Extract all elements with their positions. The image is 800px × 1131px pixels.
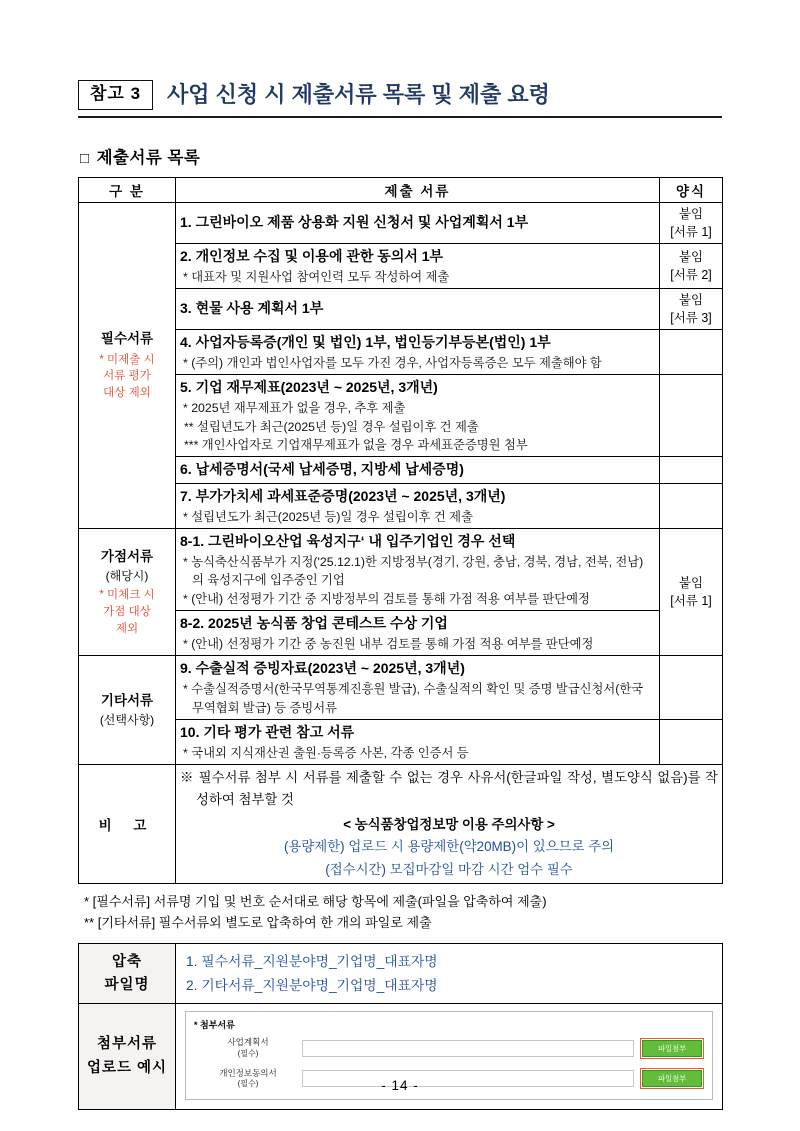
table-row <box>79 243 723 288</box>
table-row <box>79 484 723 529</box>
attach-file-button[interactable]: 파일첨부 <box>642 1040 702 1057</box>
upload-file-input[interactable] <box>302 1040 634 1057</box>
remark-line-1: ※ 필수서류 첨부 시 서류를 제출할 수 없는 경우 사유서(한글파일 작성, 별도양식 없음)를 작성하여 첨부할 것 <box>180 770 718 808</box>
category-cell-bonus <box>79 529 176 656</box>
document-item-note: * 대표자 및 지원사업 참여인력 모두 작성하여 제출 <box>183 269 450 284</box>
form-cell <box>660 330 723 375</box>
document-item-note: * 국내외 지식재산권 출원·등록증 사본, 각종 인증서 등 <box>183 745 469 760</box>
remark-line-3: (용량제한) 업로드 시 용량제한(약20MB)이 있으므로 주의 <box>283 839 615 855</box>
category-label: 기타서류 <box>100 693 154 709</box>
document-item-title: 1. 그린바이오 제품 상용화 지원 신청서 및 사업계획서 1부 <box>180 213 529 230</box>
document-cell <box>176 656 660 720</box>
footnote-1: * [필수서류] 서류명 기입 및 번호 순서대로 해당 항목에 제출(파일을 압축하여 제출) <box>84 893 547 909</box>
category-label: 필수서류 <box>100 331 154 347</box>
footnote-2: ** [기타서류] 필수서류외 별도로 압축하여 한 개의 파일로 제출 <box>84 915 432 931</box>
table-row <box>79 944 723 1004</box>
remark-line-2: < 농식품창업정보망 이용 주의사항 > <box>343 817 555 833</box>
table-row <box>79 611 723 656</box>
document-item-note: * (안내) 선정평가 기간 중 지방정부의 검토를 통해 가점 적용 여부를 판단예정 <box>183 591 590 606</box>
table-row <box>79 330 723 375</box>
document-item-title: 7. 부가가치세 과세표준증명(2023년 ~ 2025년, 3개년) <box>180 488 506 505</box>
category-note: * 미체크 시 가점 대상 제외 <box>99 589 155 635</box>
remark-label: 비 고 <box>79 765 176 884</box>
document-item-note: * (안내) 선정평가 기간 중 농진원 내부 검토를 통해 가점 적용 여부를 판단예정 <box>183 636 594 651</box>
remark-body <box>176 765 723 884</box>
square-bullet-icon: □ <box>80 149 90 167</box>
table-row <box>79 529 723 611</box>
document-cell <box>176 375 660 457</box>
upload-row-label <box>194 1037 302 1059</box>
category-sublabel: (해당시) <box>105 569 149 584</box>
category-cell-required <box>79 202 176 529</box>
page-title: 사업 신청 시 제출서류 목록 및 제출 요령 <box>167 81 550 107</box>
document-item-title: 3. 현물 사용 계획서 1부 <box>180 300 324 317</box>
column-header-document: 제출 서류 <box>176 177 660 202</box>
document-item-title: 9. 수출실적 증빙자료(2023년 ~ 2025년, 3개년) <box>180 660 465 677</box>
zip-filename-item: 1. 필수서류_지원분야명_기업명_대표자명 <box>186 954 438 970</box>
document-item-note: *** 개인사업자로 기업재무제표가 없을 경우 과세표준증명원 첨부 <box>184 438 528 452</box>
table-row <box>79 289 723 330</box>
document-cell <box>176 719 660 764</box>
form-cell: 붙임 [서류 1] <box>660 529 723 656</box>
section-heading-label: 제출서류 목록 <box>96 148 201 167</box>
document-item-title: 10. 기타 평가 관련 참고 서류 <box>180 723 355 740</box>
document-cell <box>176 484 660 529</box>
table-row <box>79 202 723 243</box>
document-item-note: ** 설립년도가 최근(2025년 등)일 경우 설립이후 건 제출 <box>184 419 479 434</box>
upload-row-business-plan <box>194 1037 704 1059</box>
category-cell-other <box>79 656 176 765</box>
document-item-title: 8-2. 2025년 농식품 창업 콘테스트 수상 기업 <box>180 615 448 632</box>
table-row-remark <box>79 765 723 884</box>
table-row <box>79 719 723 764</box>
table-row <box>79 457 723 484</box>
document-cell <box>176 243 660 288</box>
zip-filename-list <box>176 944 723 1004</box>
zip-filename-label: 압축 파일명 <box>79 944 176 1004</box>
document-item-title: 5. 기업 재무제표(2023년 ~ 2025년, 3개년) <box>180 379 438 396</box>
zip-filename-item: 2. 기타서류_지원분야명_기업명_대표자명 <box>186 977 438 993</box>
upload-field-required: (필수) <box>237 1048 259 1058</box>
document-item-title: 4. 사업자등록증(개인 및 법인) 1부, 법인등기부등본(법인) 1부 <box>180 334 551 351</box>
form-cell: 붙임 [서류 1] <box>660 202 723 243</box>
document-cell <box>176 330 660 375</box>
upload-button-highlight <box>640 1038 704 1059</box>
document-cell <box>176 457 660 484</box>
category-sublabel: (선택사항) <box>99 713 155 728</box>
category-note: * 미제출 시 서류 평가 대상 제외 <box>99 353 155 399</box>
form-cell <box>660 656 723 720</box>
column-header-category: 구 분 <box>79 177 176 202</box>
document-cell <box>176 289 660 330</box>
upload-panel-title: * 첨부서류 <box>194 1020 235 1031</box>
category-label: 가점서류 <box>100 549 154 565</box>
upload-field-required: (필수) <box>237 1079 259 1089</box>
upload-field-name: 사업계획서 <box>227 1037 269 1048</box>
document-item-title: 8-1. 그린바이오산업 육성지구‘ 내 입주기업인 경우 선택 <box>180 533 516 550</box>
document-item-note: * 수출실적증명서(한국무역통계진흥원 발급), 수출실적의 확인 및 증명 발급신청서(한국무역협회 발급) 등 증빙서류 <box>183 682 644 715</box>
submission-documents-table <box>78 177 723 884</box>
section-heading <box>80 144 722 168</box>
table-row <box>79 656 723 720</box>
page-number: - 14 - <box>381 1078 419 1093</box>
remark-line-4: (접수시간) 모집마감일 마감 시간 엄수 필수 <box>325 861 573 877</box>
table-header-row <box>79 177 723 202</box>
form-cell <box>660 484 723 529</box>
upload-field-name: 개인정보동의서 <box>219 1067 277 1078</box>
table-row <box>79 375 723 457</box>
reference-badge: 참고 3 <box>78 80 153 110</box>
form-cell <box>660 719 723 764</box>
form-cell: 붙임 [서류 2] <box>660 243 723 288</box>
document-item-title: 2. 개인정보 수집 및 이용에 관한 동의서 1부 <box>180 247 444 264</box>
form-cell <box>660 457 723 484</box>
footnotes <box>82 891 722 934</box>
document-item-note: * 농식축산식품부가 지정('25.12.1)한 지방정부(경기, 강원, 충남, 경북, 경남, 전북, 전남)의 육성지구에 입주중인 기업 <box>183 554 644 588</box>
document-cell <box>176 202 660 243</box>
document-cell <box>176 611 660 656</box>
attach-file-button[interactable]: 파일첨부 <box>642 1070 702 1087</box>
form-cell <box>660 375 723 457</box>
document-item-title: 6. 납세증명서(국세 납세증명, 지방세 납세증명) <box>180 461 464 478</box>
upload-example-label: 첨부서류 업로드 예시 <box>79 1004 176 1110</box>
upload-example-cell <box>176 1004 723 1110</box>
document-header <box>78 80 722 118</box>
document-cell <box>176 529 660 611</box>
document-item-note: * 2025년 재무제표가 없을 경우, 추후 제출 <box>183 401 406 416</box>
table-row <box>79 1004 723 1110</box>
document-item-note: * 설립년도가 최근(2025년 등)일 경우 설립이후 건 제출 <box>183 509 473 524</box>
document-item-note: * (주의) 개인과 법인사업자를 모두 가진 경우, 사업자등록증은 모두 제출해야 함 <box>183 356 602 370</box>
column-header-form: 양식 <box>660 177 723 202</box>
form-cell: 붙임 [서류 3] <box>660 289 723 330</box>
